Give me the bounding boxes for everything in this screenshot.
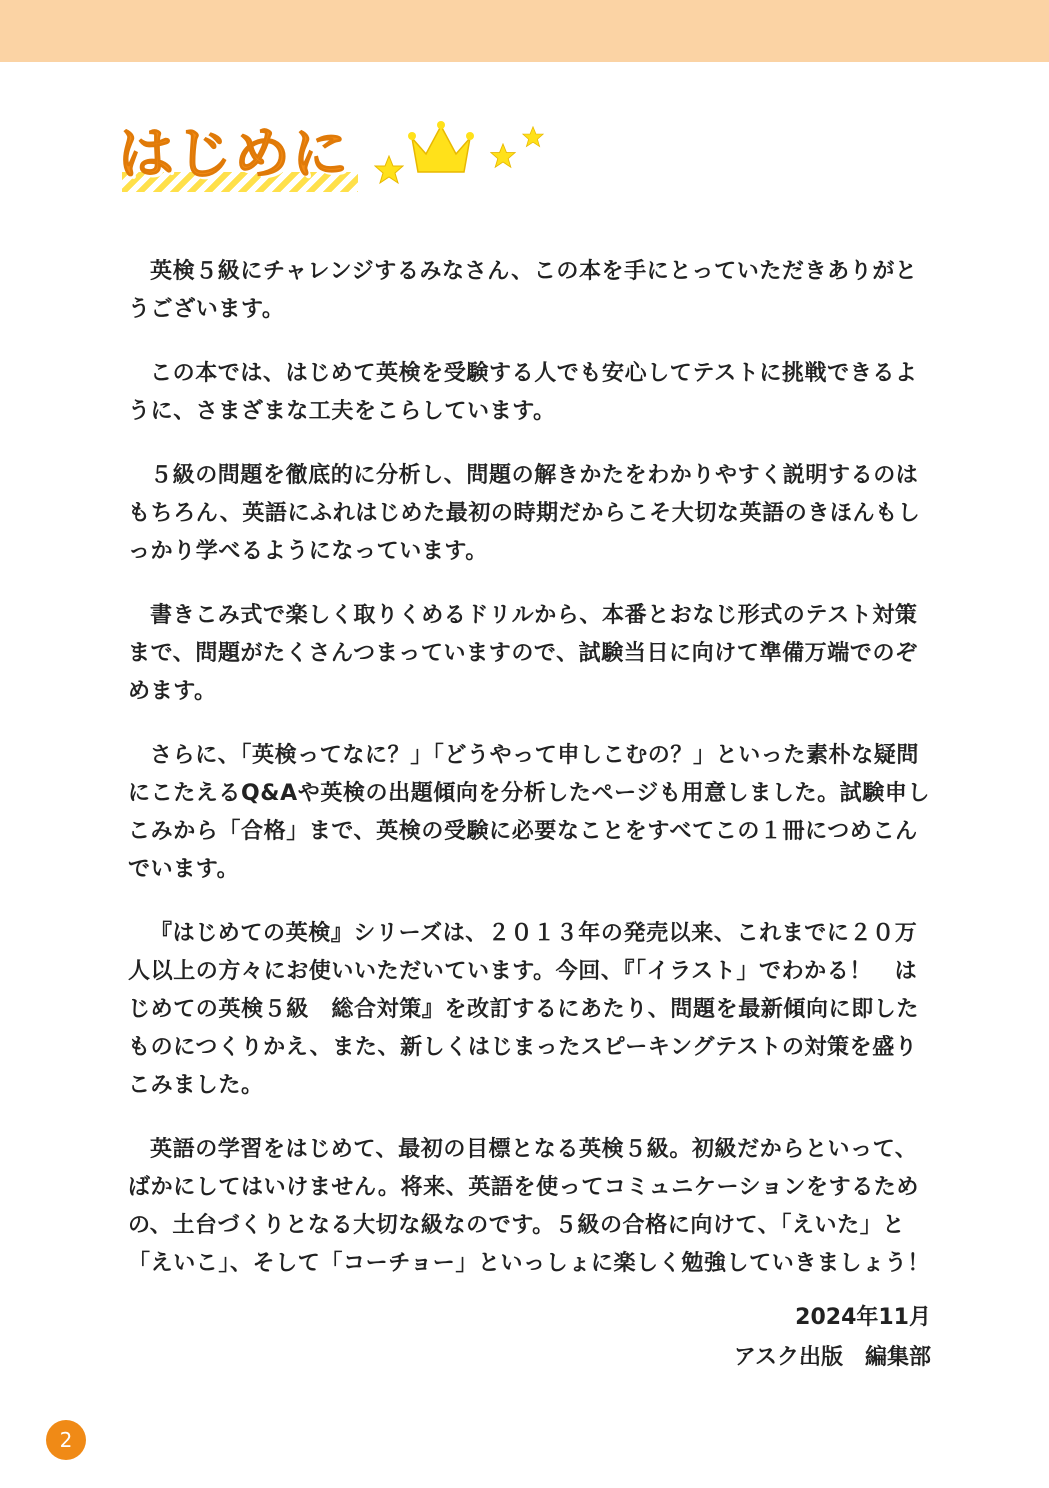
signature — [734, 1298, 931, 1378]
paragraph: ５級の問題を徹底的に分析し、問題の解きかたをわかりやすく説明するのはもちろん、英語にふれはじめた最初の時期だからこそ大切な英語のきほんもしっかり学べるようになっています。 — [128, 463, 921, 564]
paragraph: この本では、はじめて英検を受験する人でも安心してテストに挑戦できるように、さまざまな工夫をこらしています。 — [128, 361, 918, 424]
page-number: 2 — [46, 1420, 86, 1460]
page-title — [118, 120, 358, 200]
crown-icon — [408, 120, 474, 176]
star-icon — [522, 126, 544, 148]
title-text: はじめに — [118, 122, 350, 187]
signature-publisher: アスク出版 編集部 — [733, 1345, 931, 1370]
paragraph: 英検５級にチャレンジするみなさん、この本を手にとっていただきありがとうございます。 — [128, 259, 918, 322]
body-text — [128, 253, 933, 1309]
paragraph: 書きこみ式で楽しく取りくめるドリルから、本番とおなじ形式のテスト対策まで、問題がたくさんつまっていますので、試験当日に向けて準備万端でのぞめます。 — [128, 603, 918, 704]
signature-date: 2024年11月 — [795, 1305, 931, 1330]
top-decorative-band — [0, 0, 1049, 62]
paragraph: さらに、「英検ってなに？」「どうやって申しこむの？」といった素朴な疑問にこたえるQ&Aや英検の出題傾向を分析したページも用意しました。試験申しこみから「合格」まで、英検の受験に必要なことをすべてこの１冊につめこんでいます。 — [128, 743, 931, 882]
paragraph: 英語の学習をはじめて、最初の目標となる英検５級。初級だからといって、ばかにしてはいけません。将来、英語を使ってコミュニケーションをするための、土台づくりとなる大切な級なのです。５級の合格に向けて、「えいた」と「えいこ」、そして「コーチョー」といっしょに楽しく勉強していきましょう！ — [128, 1137, 930, 1276]
star-icon — [374, 155, 404, 185]
star-icon — [490, 143, 516, 169]
torn-edge — [0, 40, 1049, 80]
paragraph: 『はじめての英検』シリーズは、２０１３年の発売以来、これまでに２０万人以上の方々にお使いいただいています。今回、『「イラスト」でわかる！ はじめての英検５級 総合対策』を改訂するにあたり、問題を最新傾向に即したものにつくりかえ、また、新しくはじまったスピーキングテストの対策を盛りこみました。 — [128, 921, 920, 1098]
